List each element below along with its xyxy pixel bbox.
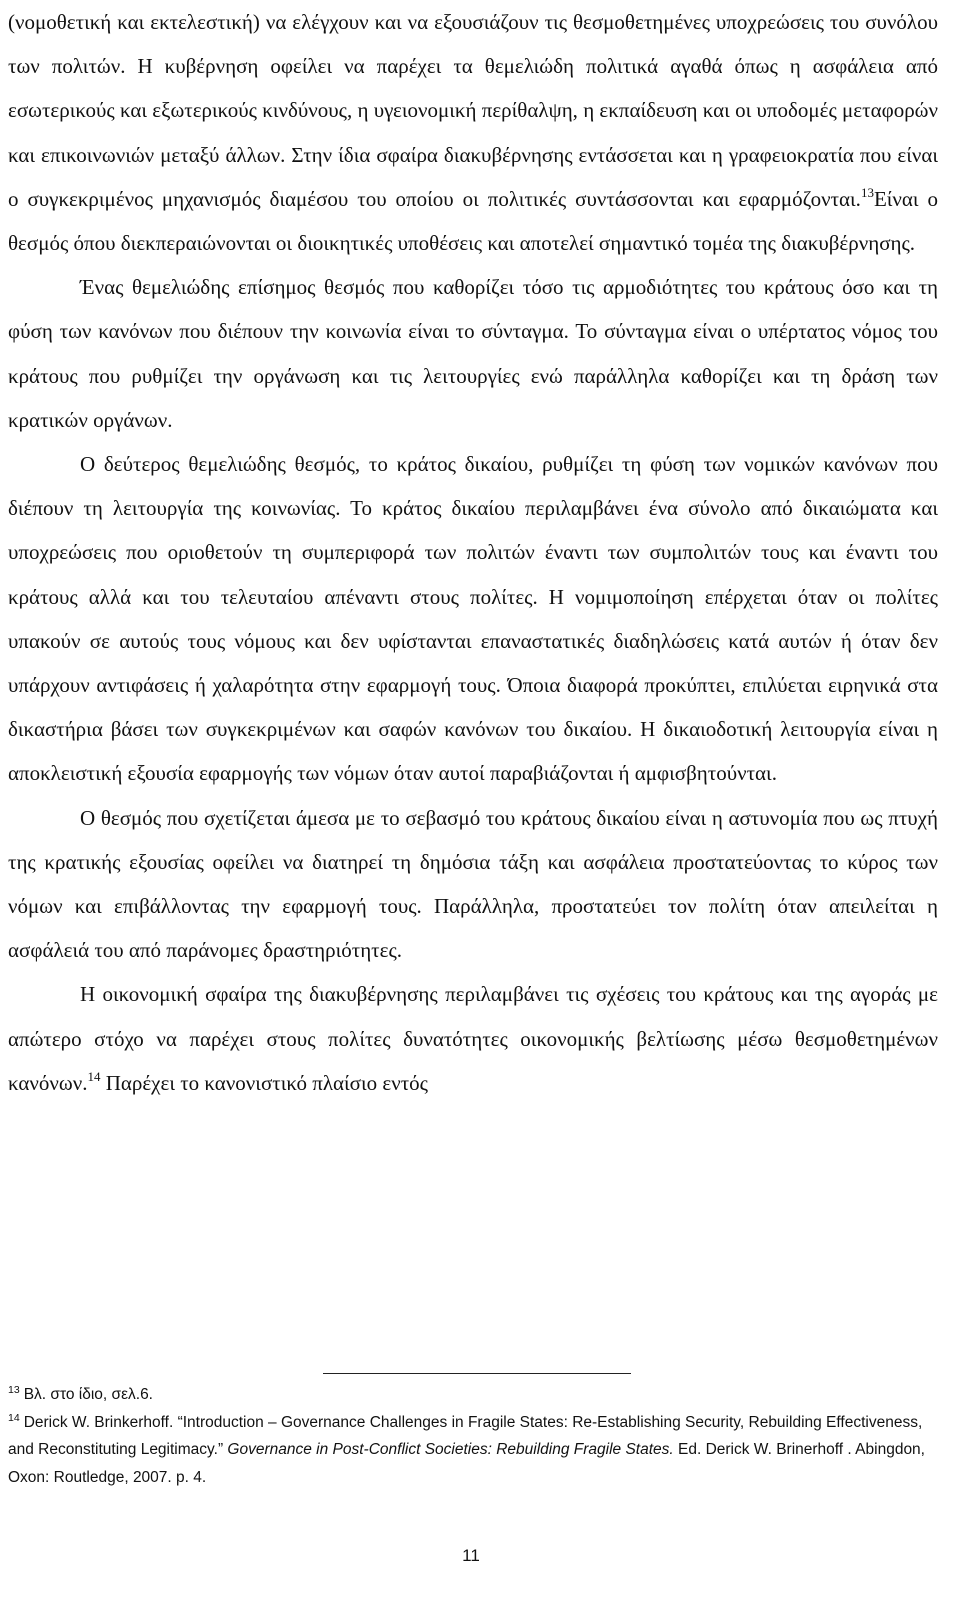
- paragraph-text: Είναι ο θεσμός όπου διεκπεραιώνονται οι διοικητικές υποθέσεις και αποτελεί σημαντικό τομέα της διακυβέρνησης.: [8, 186, 939, 256]
- footnotes: [8, 1381, 943, 1491]
- paragraph-text: Παρέχει το κανονιστικό πλαίσιο εντός: [100, 1070, 428, 1095]
- footnote-separator: [323, 1373, 631, 1374]
- page-number: 11: [462, 1546, 480, 1565]
- footnote-text: Ed. Derick W. Brinerhoff . Abingdon, Oxon: Routledge, 2007. p. 4.: [8, 1441, 925, 1486]
- footnote-text: Derick W. Brinkerhoff. “Introduction – Governance Challenges in Fragile States: Re-Establishing Security, Rebuilding Effectiveness, and Reconstituting Legitimacy.”: [8, 1413, 923, 1458]
- footnote-text: Βλ. στο ίδιο, σελ.6.: [23, 1386, 153, 1403]
- paragraph: [8, 0, 938, 265]
- document-page: [8, 0, 938, 1105]
- footnote-reference: 14: [87, 1068, 101, 1084]
- paragraph-text: Ο θεσμός που σχετίζεται άμεσα με το σεβασμό του κράτους δικαίου είναι η αστυνομία που ως πτυχή της κρατικής εξουσίας οφείλει να διατηρεί τη δημόσια τάξη και ασφάλεια προστατεύοντας το κύρος των νόμων και επιβάλλοντας την εφαρμογή τους. Παράλληλα, προστατεύει τον πολίτη όταν απειλείται η ασφάλειά του από παράνομες δραστηριότητες.: [8, 805, 938, 963]
- paragraph: [8, 796, 938, 973]
- footnote-number: 14: [8, 1411, 20, 1424]
- footnote-title-italic: Governance in Post-Conflict Societies: Rebuilding Fragile States.: [227, 1441, 674, 1458]
- paragraph: [8, 265, 938, 442]
- footnote: [8, 1409, 943, 1492]
- footnote-number: 13: [8, 1384, 20, 1396]
- paragraph-text: Ένας θεμελιώδης επίσημος θεσμός που καθορίζει τόσο τις αρμοδιότητες του κράτους όσο και τη φύση των κανόνων που διέπουν την κοινωνία είναι το σύνταγμα. Το σύνταγμα είναι ο υπέρτατος νόμος του κράτους που ρυθμίζει την οργάνωση και τις λειτουργίες ενώ παράλληλα καθορίζει και τη δράση των κρατικών οργάνων.: [8, 275, 938, 432]
- footnote-reference: 13: [860, 184, 874, 200]
- paragraph-text: Η οικονομική σφαίρα της διακυβέρνησης περιλαμβάνει τις σχέσεις του κράτους και της αγοράς με απώτερο στόχο να παρέχει στους πολίτες δυνατότητες οικονομικής βελτίωσης μέσω θεσμοθετημένων κανόνων.: [8, 982, 938, 1095]
- paragraph: [8, 972, 938, 1105]
- body-text: [8, 0, 938, 1105]
- paragraph: [8, 442, 938, 796]
- footnote: [8, 1381, 943, 1409]
- paragraph-text: Ο δεύτερος θεμελιώδης θεσμός, το κράτος δικαίου, ρυθμίζει τη φύση των νομικών κανόνων που διέπουν τη λειτουργία της κοινωνίας. Το κράτος δικαίου περιλαμβάνει ένα σύνολο από δικαιώματα και υποχρεώσεις που οριοθετούν τη συμπεριφορά των πολιτών έναντι των συμπολιτών τους και έναντι του κράτους αλλά και του τελευταίου απέναντι στους πολίτες. Η νομιμοποίηση επέρχεται όταν οι πολίτες υπακούν σε αυτούς τους νόμους και δεν υφίστανται επαναστατικές διαδηλώσεις κατά αυτών ή όταν δεν υπάρχουν αντιφάσεις ή χαλαρότητα στην εφαρμογή τους. Όποια διαφορά προκύπτει, επιλύεται ειρηνικά στα δικαστήρια βάσει των συγκεκριμένων και σαφών κανόνων του δικαίου. Η δικαιοδοτική λειτουργία είναι η αποκλειστική εξουσία εφαρμογής των νόμων όταν αυτοί παραβιάζονται ή αμφισβητούνται.: [8, 452, 938, 786]
- paragraph-text: (νομοθετική και εκτελεστική) να ελέγχουν και να εξουσιάζουν τις θεσμοθετημένες υποχρεώσεις του συνόλου των πολιτών. Η κυβέρνηση οφείλει να παρέχει τα θεμελιώδη πολιτικά αγαθά όπως η ασφάλεια από εσωτερικούς και εξωτερικούς κινδύνους, η υγειονομική περίθαλψη, η εκπαίδευση και οι υποδομές μεταφορών και επικοινωνιών μεταξύ άλλων. Στην ίδια σφαίρα διακυβέρνησης εντάσσεται και η γραφειοκρατία που είναι ο συγκεκριμένος μηχανισμός διαμέσου του οποίου οι πολιτικές συντάσσονται και εφαρμόζονται.: [8, 10, 938, 211]
